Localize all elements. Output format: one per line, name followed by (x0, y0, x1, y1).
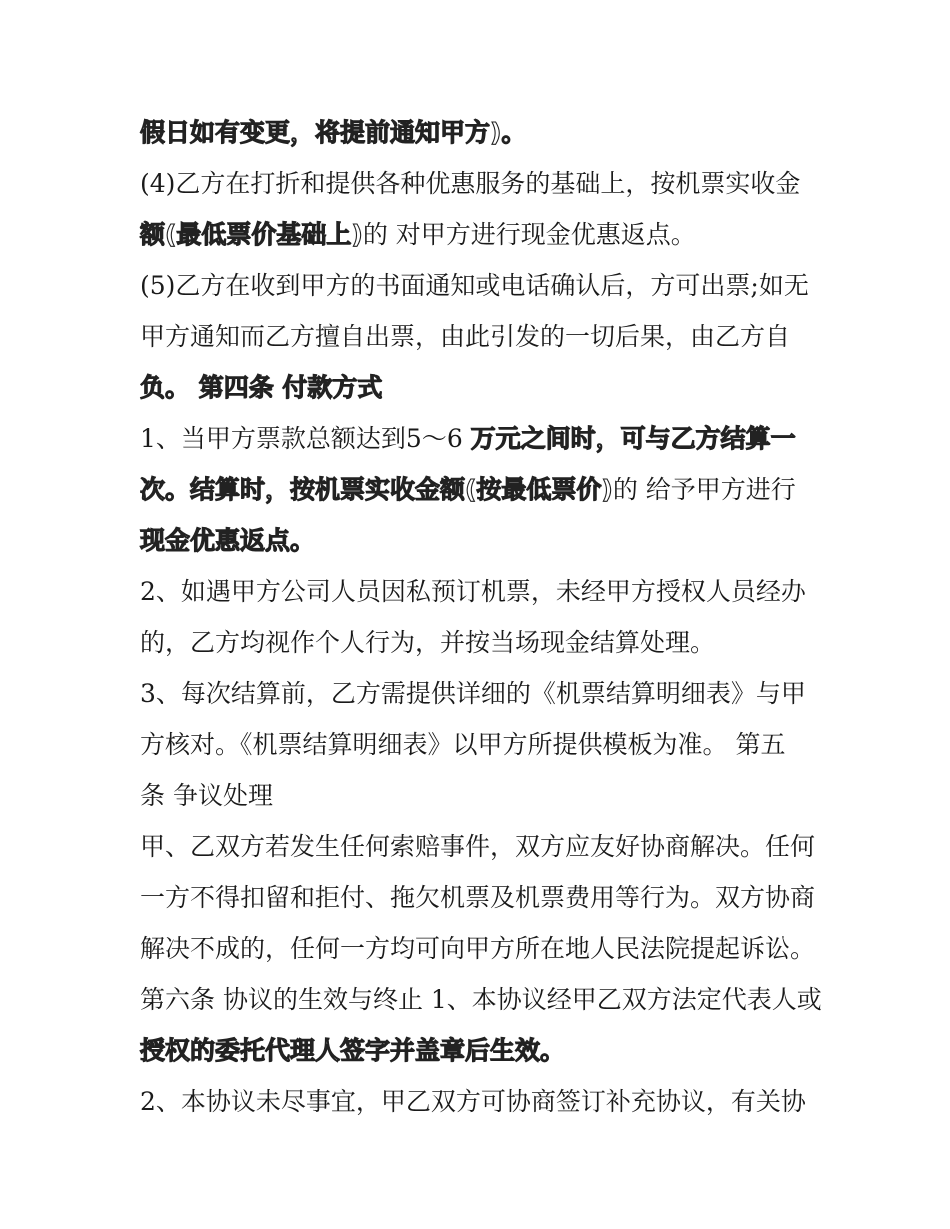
text-line (140, 719, 820, 770)
text-line (140, 260, 820, 311)
text-line (140, 515, 820, 566)
text-line (140, 209, 820, 260)
text-line (140, 566, 820, 617)
text-line (140, 821, 820, 872)
text-segment: 2、本协议未尽事宜，甲乙双方可协商签订补充协议，有关协 (140, 1087, 806, 1116)
text-line (140, 413, 820, 464)
text-line (140, 1025, 820, 1076)
text-line (140, 1076, 820, 1127)
outlined-text-segment: 现金优惠返点。 (140, 526, 316, 555)
text-line (140, 158, 820, 209)
text-segment: 的 对甲方进行现金优惠返点。 (362, 220, 696, 249)
text-line (140, 311, 820, 362)
text-line (140, 770, 820, 821)
contract-text (140, 107, 820, 1127)
text-segment: (4)乙方在打折和提供各种优惠服务的基础上，按机票实收金 (140, 169, 801, 198)
outlined-text-segment: 负。 第四条 付款方式 (140, 373, 383, 402)
text-segment: 方核对。《机票结算明细表》以甲方所提供模板为准。 第五 (140, 730, 786, 759)
text-segment: 的 给予甲方进行 (612, 475, 796, 504)
text-line (140, 107, 820, 158)
text-segment: 2、如遇甲方公司人员因私预订机票，未经甲方授权人员经办 (140, 577, 806, 606)
outlined-text-segment: 假日如有变更，将提前通知甲方)。 (140, 118, 527, 147)
outlined-text-segment: 授权的委托代理人签字并盖章后生效。 (140, 1036, 566, 1065)
text-segment: 解决不成的，任何一方均可向甲方所在地人民法院提起诉讼。 (140, 934, 816, 963)
text-line (140, 668, 820, 719)
outlined-text-segment: 次。结算时，按机票实收金额(按最低票价) (140, 475, 613, 504)
text-line (140, 872, 820, 923)
text-segment: 甲方通知而乙方擅自出票，由此引发的一切后果，由乙方自 (140, 322, 791, 351)
outlined-text-segment: 万元之间时，可与乙方结算一 (470, 424, 796, 453)
text-segment: 1、当甲方票款总额达到5～6 (140, 424, 471, 453)
text-segment: (5)乙方在收到甲方的书面通知或电话确认后，方可出票;如无 (140, 271, 809, 300)
text-line (140, 923, 820, 974)
text-line (140, 464, 820, 515)
text-segment: 条 争议处理 (140, 781, 273, 810)
text-line (140, 362, 820, 413)
text-line (140, 974, 820, 1025)
text-line (140, 617, 820, 668)
text-segment: 一方不得扣留和拒付、拖欠机票及机票费用等行为。双方协商 (140, 883, 816, 912)
text-segment: 的，乙方均视作个人行为，并按当场现金结算处理。 (140, 628, 716, 657)
text-segment: 第六条 协议的生效与终止 1、本协议经甲乙双方法定代表人或 (140, 985, 822, 1014)
text-segment: 3、每次结算前，乙方需提供详细的《机票结算明细表》与甲 (140, 679, 806, 708)
text-segment: 甲、乙双方若发生任何索赔事件，双方应友好协商解决。任何 (140, 832, 816, 861)
outlined-text-segment: 额(最低票价基础上) (140, 220, 363, 249)
